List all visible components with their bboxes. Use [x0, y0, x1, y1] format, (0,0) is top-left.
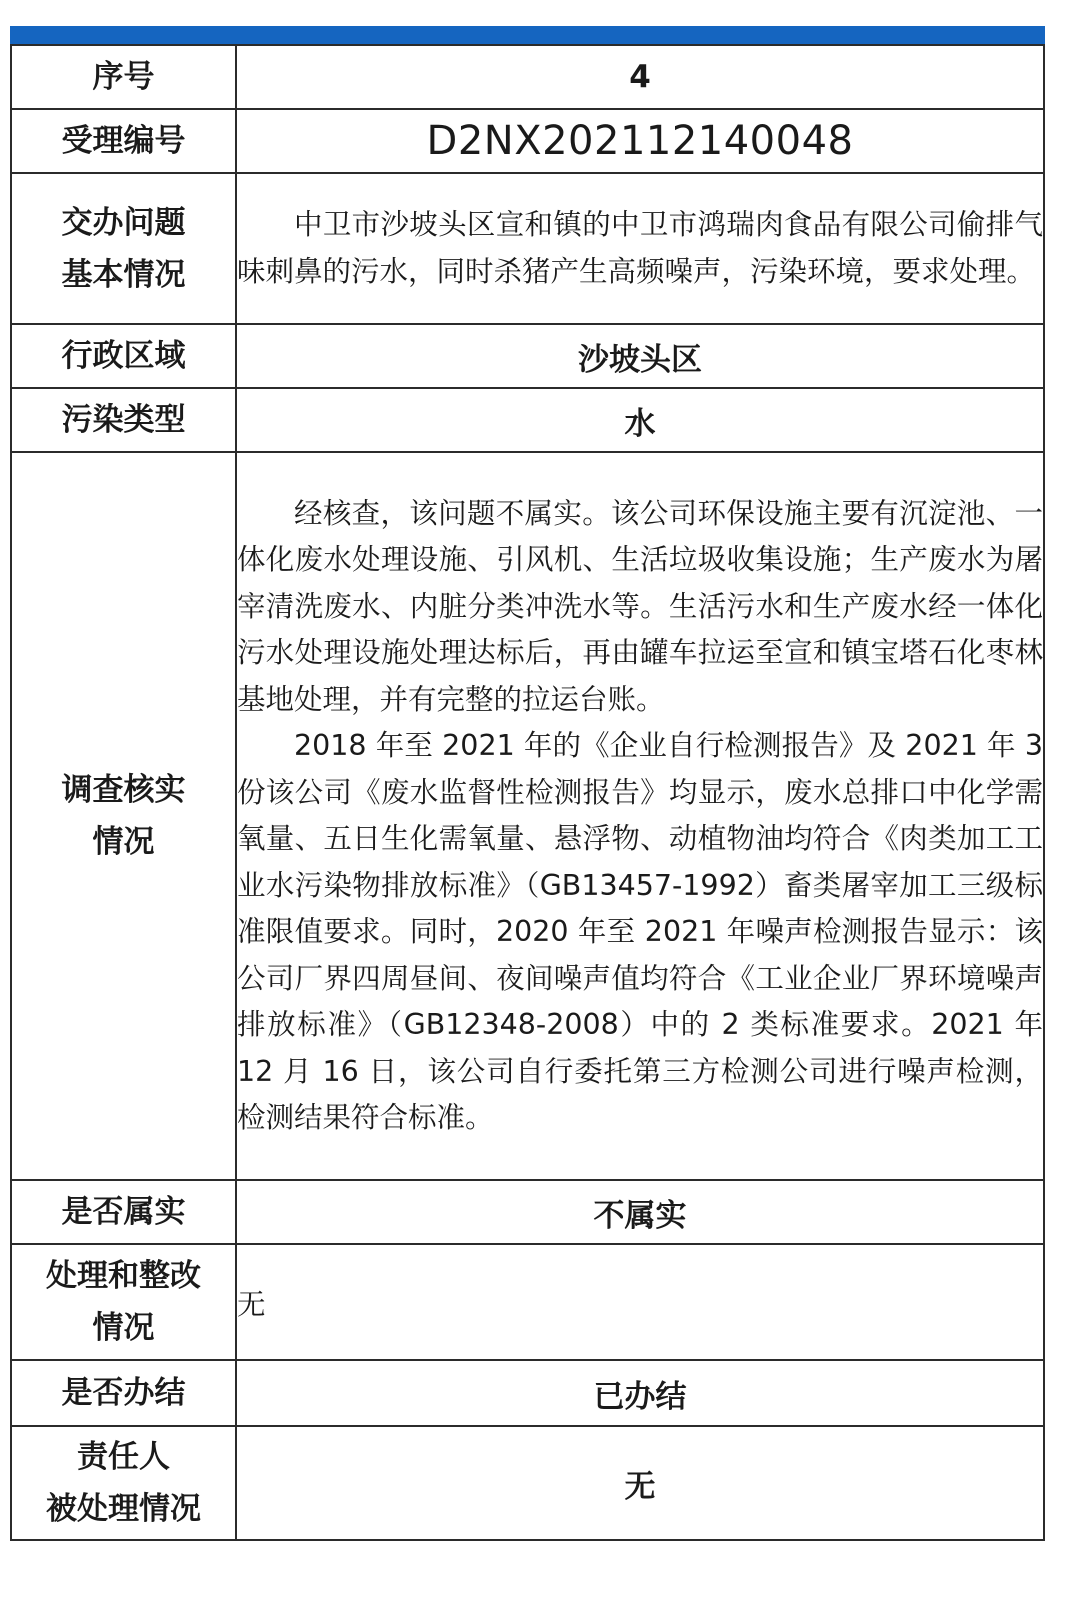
label-investigation-line1: 调查核实 — [61, 772, 186, 808]
label-issue-line2: 基本情况 — [61, 256, 186, 293]
record-table — [10, 44, 1045, 1541]
label-investigation-line2: 情况 — [92, 824, 155, 860]
value-verified: 不属实 — [236, 1180, 1044, 1244]
row-seq — [11, 45, 1044, 109]
investigation-para-2: 2018 年至 2021 年的《企业自行检测报告》及 2021 年 3 份该公司《废水监督性检测报告》均显示，废水总排口中化学需氧量、五日生化需氧量、悬浮物、动植物油均符合《肉类加工工业水污染物排放标准》（GB13457-1992）畜类屠宰加工三级标准限值要求。同时，2020 年至 2021 年噪声检测报告显示：该公司厂界四周昼间、夜间噪声值均符合《工业企业厂界环境噪声排放标准》（GB12348-2008）中的 2 类标准要求。2021 年 12 月 16 日，该公司自行委托第三方检测公司进行噪声检测，检测结果符合标准。 — [237, 729, 1043, 1134]
label-region: 行政区域 — [11, 324, 236, 388]
header-bar — [10, 26, 1045, 44]
issue-text: 中卫市沙坡头区宣和镇的中卫市鸿瑞肉食品有限公司偷排气味刺鼻的污水，同时杀猪产生高频噪声，污染环境，要求处理。 — [237, 208, 1043, 288]
label-closed: 是否办结 — [11, 1360, 236, 1426]
label-accountability — [11, 1426, 236, 1540]
label-accountability-line1: 责任人 — [77, 1439, 170, 1475]
row-issue — [11, 173, 1044, 324]
label-handling-line1: 处理和整改 — [46, 1258, 201, 1294]
value-accountability: 无 — [236, 1426, 1044, 1540]
value-seq: 4 — [236, 45, 1044, 109]
value-region: 沙坡头区 — [236, 324, 1044, 388]
row-verified — [11, 1180, 1044, 1244]
row-accountability — [11, 1426, 1044, 1540]
value-issue — [236, 173, 1044, 324]
label-issue-line1: 交办问题 — [61, 204, 186, 241]
label-accountability-line2: 被处理情况 — [46, 1491, 201, 1527]
value-case-no: D2NX202112140048 — [236, 109, 1044, 173]
investigation-para-1: 经核查，该问题不属实。该公司环保设施主要有沉淀池、一体化废水处理设施、引风机、生活垃圾收集设施；生产废水为屠宰清洗废水、内脏分类冲洗水等。生活污水和生产废水经一体化污水处理设施处理达标后，再由罐车拉运至宣和镇宝塔石化枣林基地处理，并有完整的拉运台账。 — [237, 496, 1043, 716]
row-region — [11, 324, 1044, 388]
row-closed — [11, 1360, 1044, 1426]
row-case-no — [11, 109, 1044, 173]
row-investigation — [11, 452, 1044, 1180]
label-handling-line2: 情况 — [92, 1310, 155, 1346]
row-handling — [11, 1244, 1044, 1360]
label-seq: 序号 — [11, 45, 236, 109]
label-case-no: 受理编号 — [11, 109, 236, 173]
value-pollution-type: 水 — [236, 388, 1044, 452]
label-issue — [11, 173, 236, 324]
label-pollution-type: 污染类型 — [11, 388, 236, 452]
value-handling: 无 — [236, 1244, 1044, 1360]
label-handling — [11, 1244, 236, 1360]
label-investigation — [11, 452, 236, 1180]
value-investigation — [236, 452, 1044, 1180]
label-verified: 是否属实 — [11, 1180, 236, 1244]
row-pollution-type — [11, 388, 1044, 452]
value-closed: 已办结 — [236, 1360, 1044, 1426]
